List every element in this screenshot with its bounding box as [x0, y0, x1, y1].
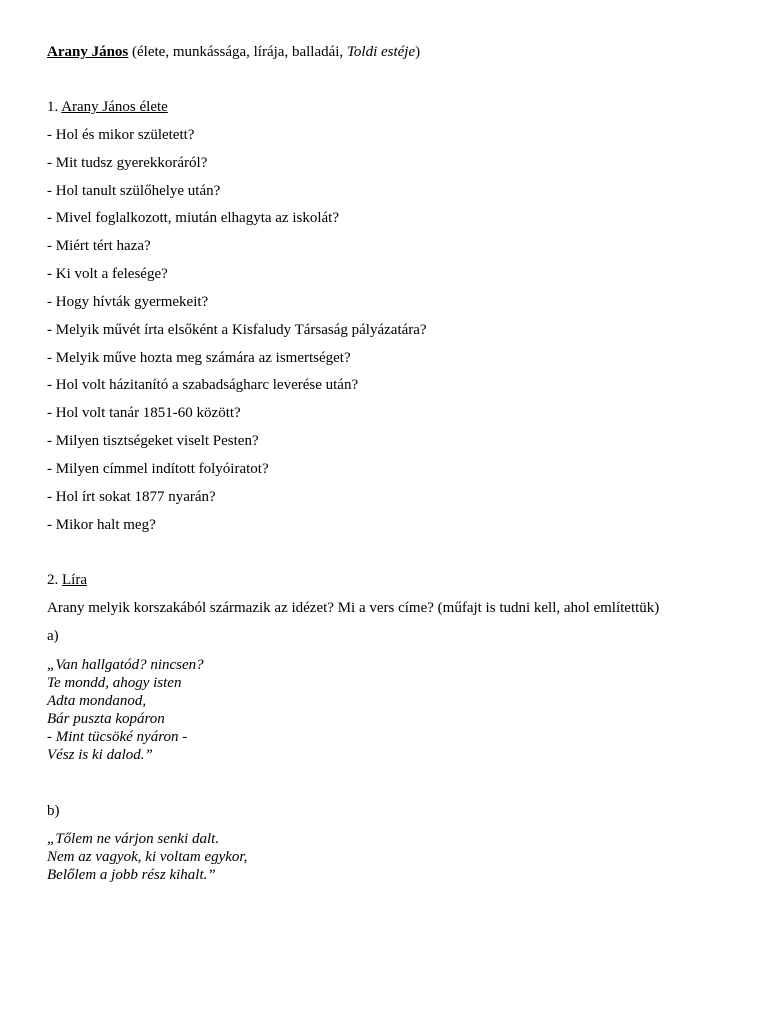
section2-number: 2. [47, 572, 62, 588]
section2-heading [47, 571, 87, 589]
question-item: - Milyen tisztségeket viselt Pesten? [47, 433, 259, 449]
section1-number: 1. [47, 99, 62, 115]
question-item: - Melyik művét írta elsőként a Kisfaludy Társaság pályázatára? [47, 322, 427, 338]
section2-title: Líra [62, 572, 87, 588]
question-item: - Hol volt házitanító a szabadságharc leverése után? [47, 377, 359, 393]
poem-line: Bár puszta kopáron [47, 711, 165, 727]
document-header [47, 43, 420, 61]
poem-line: Adta mondanod, [47, 693, 147, 709]
question-item: - Mikor halt meg? [47, 517, 156, 533]
question-item: - Hol tanult szülőhelye után? [47, 183, 221, 199]
poem-a-label: a) [47, 628, 59, 644]
poem-line: Te mondd, ahogy isten [47, 675, 182, 691]
poem-line: Belőlem a jobb rész kihalt.” [47, 867, 216, 883]
header-subtitle-italic: Toldi estéje [346, 44, 416, 60]
poem-b-label: b) [47, 803, 60, 819]
question-item: - Miért tért haza? [47, 238, 151, 254]
question-item: - Hol volt tanár 1851-60 között? [47, 405, 241, 421]
poem-line: „Van hallgatód? nincsen? [47, 657, 204, 673]
question-item: - Mivel foglalkozott, miután elhagyta az iskolát? [47, 210, 339, 226]
header-subtitle-close: ) [415, 44, 421, 60]
question-item: - Mit tudsz gyerekkoráról? [47, 155, 208, 171]
question-item: - Hogy hívták gyermekeit? [47, 294, 209, 310]
question-item: - Melyik műve hozta meg számára az ismertséget? [47, 350, 351, 366]
section1-heading [47, 98, 168, 116]
poem-line: „Tőlem ne várjon senki dalt. [47, 831, 220, 847]
header-author: Arany János [47, 44, 129, 60]
section2-instruction: Arany melyik korszakából származik az idézet? Mi a vers címe? (műfajt is tudni kell, ahol említettük) [47, 600, 660, 616]
poem-line: Vész is ki dalod.” [47, 747, 153, 763]
poem-line: - Mint tücsöké nyáron - [47, 729, 188, 745]
poem-a [47, 656, 204, 764]
question-item: - Hol és mikor született? [47, 127, 195, 143]
question-item: - Milyen címmel indított folyóiratot? [47, 461, 269, 477]
question-item: - Ki volt a felesége? [47, 266, 168, 282]
poem-line: Nem az vagyok, ki voltam egykor, [47, 849, 248, 865]
poem-b [47, 830, 247, 884]
header-subtitle-open: (élete, munkássága, lírája, balladái, [128, 44, 347, 60]
question-item: - Hol írt sokat 1877 nyarán? [47, 489, 216, 505]
section1-title: Arany János élete [61, 99, 168, 115]
